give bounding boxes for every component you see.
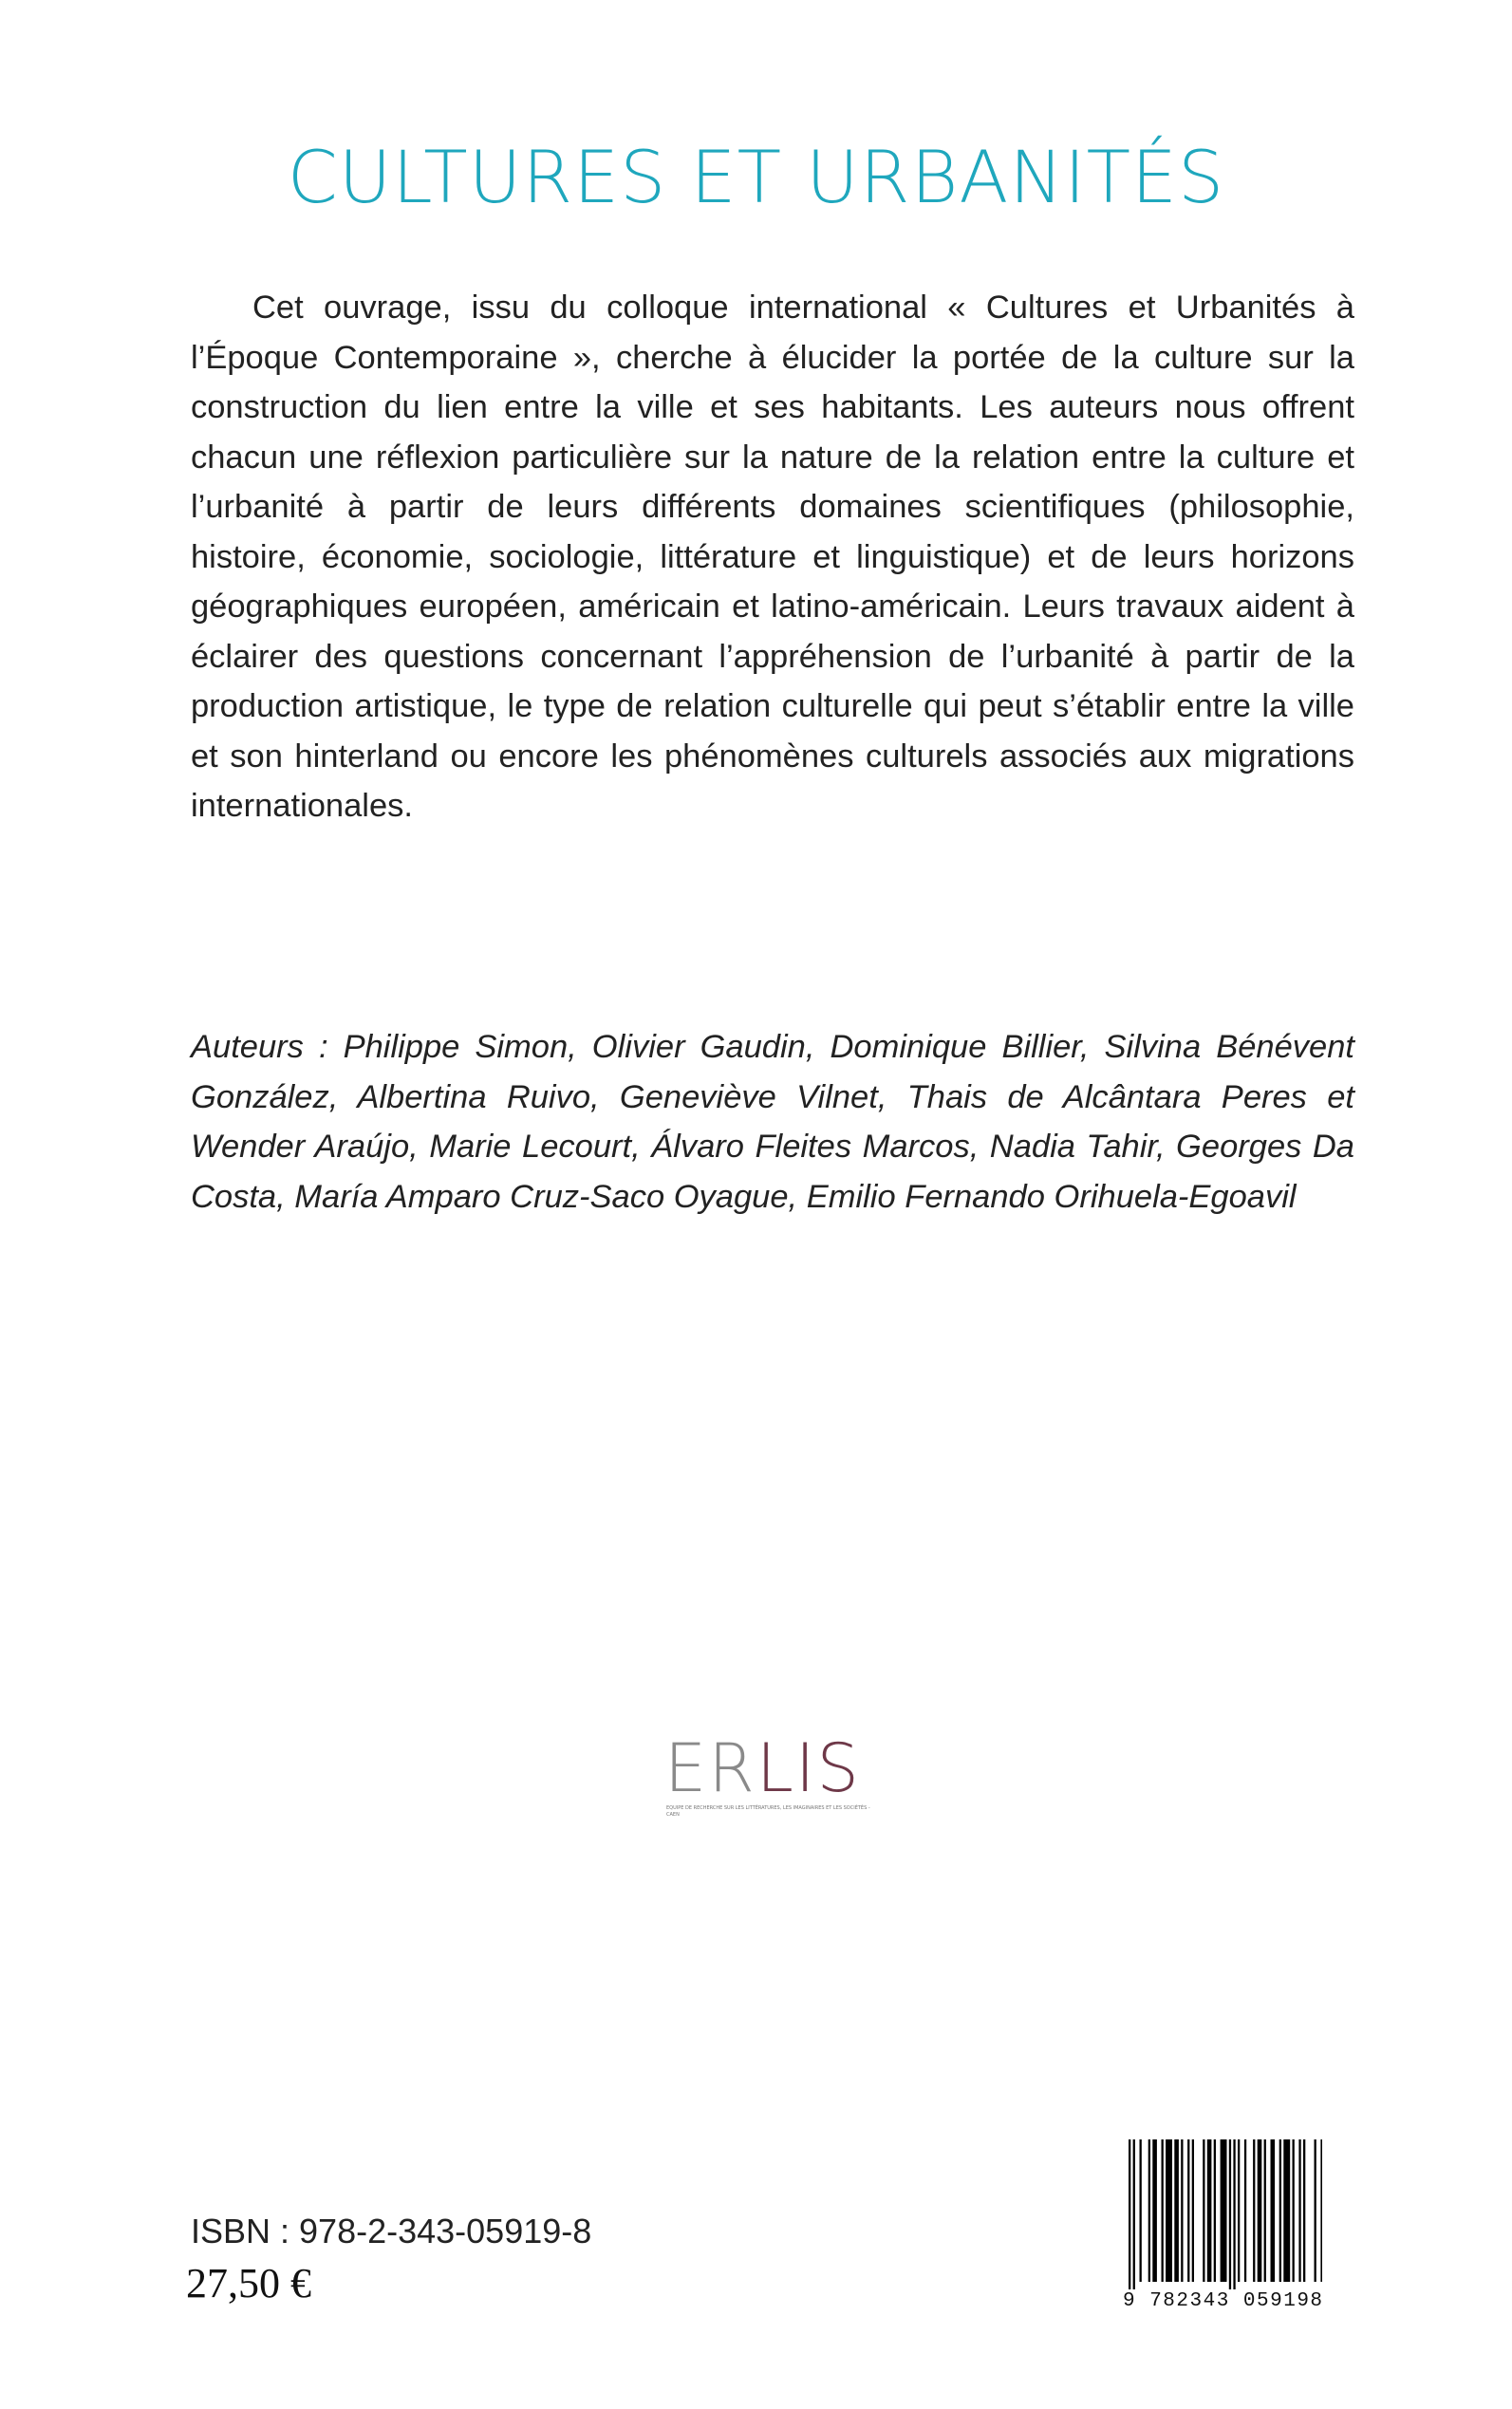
barcode-bar [1264, 2139, 1266, 2282]
barcode-bar [1253, 2139, 1255, 2282]
barcode-bar [1303, 2139, 1305, 2282]
barcode-bar [1214, 2139, 1216, 2282]
barcode-bar [1320, 2139, 1322, 2282]
barcode-bar [1244, 2139, 1246, 2282]
barcode-bar [1174, 2139, 1179, 2282]
barcode-bar [1298, 2139, 1300, 2282]
barcode-bar [1283, 2139, 1290, 2282]
logo-subtitle: EQUIPE DE RECHERCHE SUR LES LITTÉRATURES, LES IMAGINAIRES ET LES SOCIÉTÉS - CAEN [666, 1805, 870, 1818]
barcode-bar [1221, 2139, 1227, 2282]
barcode-bar [1181, 2139, 1183, 2282]
logo-wordmark-lis: LIS [756, 1729, 861, 1807]
barcode-bar [1233, 2139, 1235, 2289]
barcode-bar [1187, 2139, 1189, 2282]
barcode-bar [1140, 2139, 1142, 2282]
erlis-logo [664, 1729, 911, 1819]
barcode-bars [1123, 2139, 1322, 2289]
barcode-bar [1271, 2139, 1276, 2282]
authors-list: Auteurs : Philippe Simon, Olivier Gaudin, Dominique Billier, Silvina Bénévent González, Albertina Ruivo, Geneviève Vilnet, Thais de Alcântara Peres et Wender Araújo, Marie Lecourt, Álvaro Fleites Marcos, Nadia Tahir, Georges Da Costa, María Amparo Cruz-Saco Oyague, Emilio Fernando Orihuela-Egoavil [191, 1029, 1354, 1215]
barcode-bar [1229, 2139, 1231, 2289]
logo-wordmark [664, 1729, 861, 1807]
barcode-bar [1315, 2139, 1316, 2282]
book-summary: Cet ouvrage, issu du colloque international « Cultures et Urbanités à l’Époque Contemporaine », cherche à élucider la portée de la culture sur la construction du lien entre la ville et ses habitants. Les auteurs nous offrent chacun une réflexion particulière sur la nature de la relation entre la culture et l’urbanité à partir de leurs différents domaines scientifiques (philosophie, histoire, économie, sociologie, littérature et linguistique) et de leurs horizons géographiques européen, américain et latino-américain. Leurs travaux aident à éclairer des questions concernant l’appréhension de l’urbanité à partir de la production artistique, le type de relation culturelle qui peut s’établir entre la ville et son hinterland ou encore les phénomènes culturels associés aux migrations internationales. [191, 289, 1354, 824]
book-title: CULTURES ET URBANITÉS [287, 135, 1225, 219]
barcode-bar [1129, 2139, 1130, 2289]
barcode-bar [1133, 2139, 1135, 2289]
barcode-bar [1148, 2139, 1150, 2282]
barcode-bar [1279, 2139, 1281, 2282]
barcode-bar [1258, 2139, 1262, 2282]
barcode-bar [1166, 2139, 1172, 2282]
barcode-bar [1293, 2139, 1295, 2282]
logo-wordmark-er: ER [664, 1729, 756, 1807]
price: 27,50 € [186, 2260, 311, 2306]
barcode-bar [1152, 2139, 1157, 2282]
barcode-bar [1192, 2139, 1194, 2282]
barcode [1123, 2139, 1322, 2320]
barcode-bar [1207, 2139, 1212, 2282]
barcode-digits: 9 782343 059198 [1123, 2290, 1324, 2312]
isbn-number: ISBN : 978-2-343-05919-8 [191, 2212, 592, 2250]
barcode-bar [1162, 2139, 1164, 2282]
barcode-bar [1203, 2139, 1204, 2282]
barcode-bar [1238, 2139, 1240, 2282]
